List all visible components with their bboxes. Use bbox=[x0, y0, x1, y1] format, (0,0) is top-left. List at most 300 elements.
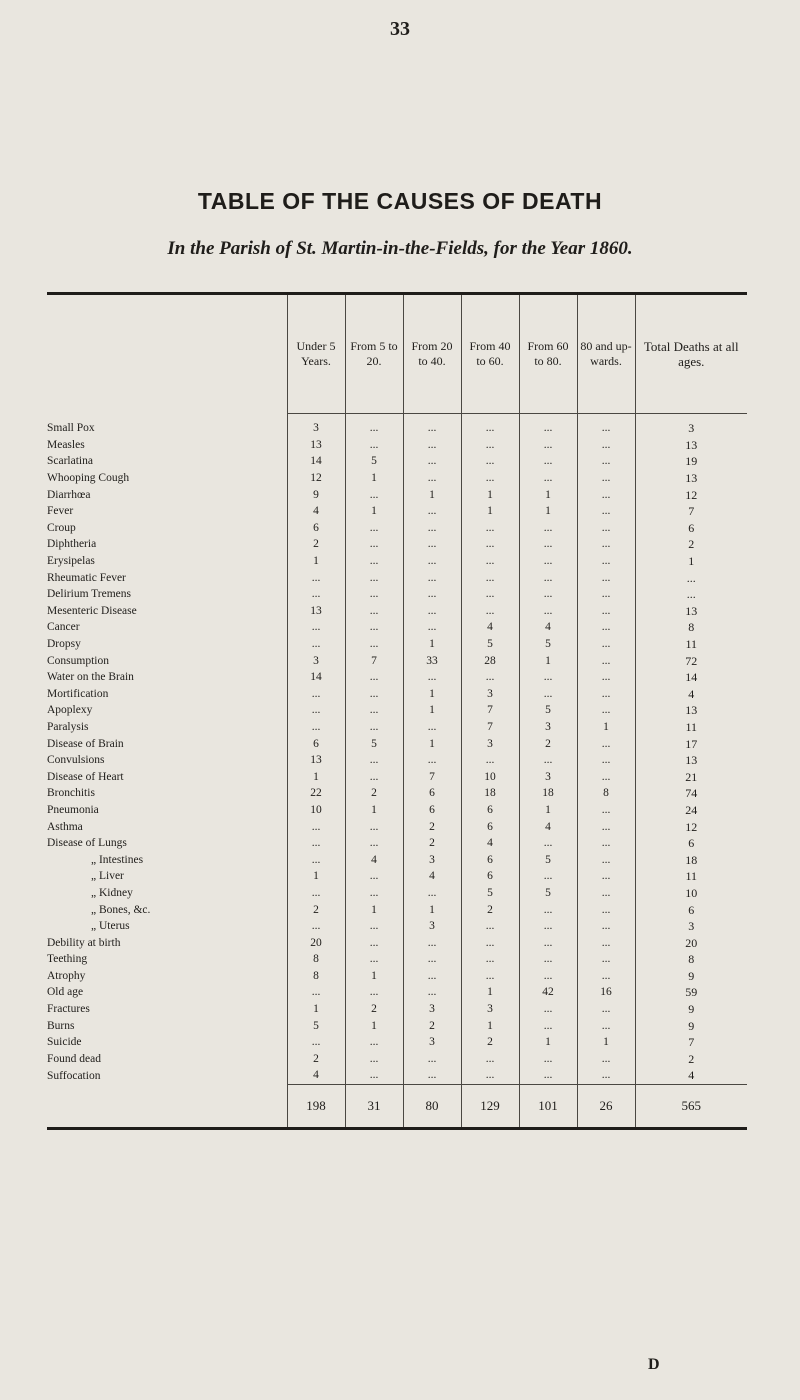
value-cell: ... bbox=[577, 569, 635, 586]
value-cell: ... bbox=[345, 918, 403, 935]
value-cell: ... bbox=[577, 802, 635, 819]
row-total-cell: 9 bbox=[635, 968, 747, 985]
cause-label bbox=[47, 951, 287, 968]
table-row bbox=[47, 802, 747, 819]
value-cell: 1 bbox=[403, 636, 461, 653]
cause-label bbox=[47, 669, 287, 686]
row-total-cell: 11 bbox=[635, 868, 747, 885]
value-cell: ... bbox=[577, 868, 635, 885]
value-cell: ... bbox=[461, 569, 519, 586]
value-cell: 1 bbox=[403, 486, 461, 503]
cause-label bbox=[47, 1051, 287, 1068]
table-row bbox=[47, 818, 747, 835]
value-cell: 1 bbox=[345, 901, 403, 918]
value-cell: ... bbox=[461, 536, 519, 553]
cause-label bbox=[47, 470, 287, 487]
table-row bbox=[47, 1001, 747, 1018]
cause-label-text: Scarlatina bbox=[47, 455, 93, 468]
cause-label-text: Apoplexy bbox=[47, 704, 93, 717]
value-cell: ... bbox=[461, 1051, 519, 1068]
value-cell: ... bbox=[403, 470, 461, 487]
value-cell: 3 bbox=[403, 1001, 461, 1018]
table-row bbox=[47, 686, 747, 703]
value-cell: ... bbox=[461, 669, 519, 686]
value-cell: ... bbox=[345, 984, 403, 1001]
causes-of-death-table-wrap bbox=[47, 292, 747, 1130]
value-cell: ... bbox=[577, 603, 635, 620]
cause-label bbox=[47, 586, 287, 603]
value-cell: 1 bbox=[519, 652, 577, 669]
value-cell: 3 bbox=[461, 735, 519, 752]
table-row bbox=[47, 586, 747, 603]
row-total-cell: 1 bbox=[635, 553, 747, 570]
value-cell: ... bbox=[519, 951, 577, 968]
value-cell: 9 bbox=[287, 486, 345, 503]
value-cell: 14 bbox=[287, 669, 345, 686]
value-cell: 8 bbox=[287, 968, 345, 985]
value-cell: ... bbox=[403, 885, 461, 902]
total-cell: 198 bbox=[287, 1084, 345, 1127]
value-cell: ... bbox=[461, 918, 519, 935]
value-cell: ... bbox=[345, 420, 403, 437]
value-cell: 3 bbox=[403, 1034, 461, 1051]
table-row bbox=[47, 420, 747, 437]
value-cell: ... bbox=[403, 669, 461, 686]
table-row bbox=[47, 785, 747, 802]
value-cell: ... bbox=[287, 885, 345, 902]
value-cell: ... bbox=[577, 503, 635, 520]
value-cell: ... bbox=[287, 569, 345, 586]
cause-label-text: Pneumonia bbox=[47, 803, 99, 816]
row-total-cell: 24 bbox=[635, 802, 747, 819]
cause-label bbox=[47, 934, 287, 951]
value-cell: 10 bbox=[461, 768, 519, 785]
value-cell: ... bbox=[461, 586, 519, 603]
value-cell: ... bbox=[577, 553, 635, 570]
column-header: From 60 to 80. bbox=[519, 295, 577, 414]
cause-label-text: „ Intestines bbox=[91, 853, 144, 866]
value-cell: 2 bbox=[345, 785, 403, 802]
cause-label-text: Debility at birth bbox=[47, 936, 121, 949]
value-cell: 1 bbox=[519, 503, 577, 520]
table-row bbox=[47, 569, 747, 586]
cause-label-text: Suicide bbox=[47, 1036, 82, 1049]
value-cell: 8 bbox=[287, 951, 345, 968]
row-total-cell: 6 bbox=[635, 901, 747, 918]
row-total-cell: 13 bbox=[635, 470, 747, 487]
table-row bbox=[47, 619, 747, 636]
cause-label bbox=[47, 1017, 287, 1034]
cause-label-text: „ Bones, &c. bbox=[91, 903, 151, 916]
value-cell: 4 bbox=[461, 835, 519, 852]
value-cell: ... bbox=[403, 586, 461, 603]
row-total-cell: 7 bbox=[635, 1034, 747, 1051]
value-cell: 1 bbox=[403, 686, 461, 703]
value-cell: 1 bbox=[287, 768, 345, 785]
cause-label bbox=[47, 569, 287, 586]
row-total-cell: 12 bbox=[635, 486, 747, 503]
cause-label-text: Disease of Brain bbox=[47, 737, 124, 750]
value-cell: ... bbox=[519, 752, 577, 769]
value-cell: 1 bbox=[519, 486, 577, 503]
value-cell: ... bbox=[287, 702, 345, 719]
value-cell: ... bbox=[577, 470, 635, 487]
value-cell: ... bbox=[577, 735, 635, 752]
value-cell: ... bbox=[577, 636, 635, 653]
value-cell: ... bbox=[345, 1051, 403, 1068]
row-total-cell: 21 bbox=[635, 768, 747, 785]
row-total-cell: 8 bbox=[635, 619, 747, 636]
value-cell: ... bbox=[577, 652, 635, 669]
value-cell: ... bbox=[519, 918, 577, 935]
column-header: From 5 to 20. bbox=[345, 295, 403, 414]
value-cell: ... bbox=[403, 984, 461, 1001]
value-cell: ... bbox=[403, 1067, 461, 1084]
value-cell: 2 bbox=[403, 1017, 461, 1034]
value-cell: ... bbox=[345, 934, 403, 951]
value-cell: ... bbox=[519, 835, 577, 852]
table-row bbox=[47, 851, 747, 868]
table-row bbox=[47, 901, 747, 918]
value-cell: 5 bbox=[461, 636, 519, 653]
row-total-cell: 14 bbox=[635, 669, 747, 686]
value-cell: 1 bbox=[577, 719, 635, 736]
value-cell: 6 bbox=[461, 868, 519, 885]
value-cell: ... bbox=[577, 1067, 635, 1084]
causes-of-death-table bbox=[47, 295, 747, 1127]
value-cell: 33 bbox=[403, 652, 461, 669]
total-cell: 31 bbox=[345, 1084, 403, 1127]
cause-label bbox=[47, 437, 287, 454]
table-row bbox=[47, 486, 747, 503]
row-total-cell: 11 bbox=[635, 719, 747, 736]
value-cell: 6 bbox=[461, 802, 519, 819]
value-cell: ... bbox=[519, 934, 577, 951]
value-cell: ... bbox=[345, 603, 403, 620]
cause-label-text: Measles bbox=[47, 438, 85, 451]
column-header-total: Total Deaths at all ages. bbox=[635, 295, 747, 414]
value-cell: ... bbox=[519, 868, 577, 885]
value-cell: ... bbox=[403, 934, 461, 951]
cause-label-text: Delirium Tremens bbox=[47, 588, 132, 601]
value-cell: ... bbox=[461, 951, 519, 968]
cause-label bbox=[47, 520, 287, 537]
value-cell: ... bbox=[461, 437, 519, 454]
cause-label bbox=[47, 918, 287, 935]
value-cell: ... bbox=[577, 768, 635, 785]
value-cell: ... bbox=[519, 437, 577, 454]
value-cell: ... bbox=[519, 603, 577, 620]
value-cell: ... bbox=[577, 619, 635, 636]
column-header: Under 5 Years. bbox=[287, 295, 345, 414]
cause-label-text: Mesenteric Disease bbox=[47, 604, 137, 617]
cause-label-text: Cancer bbox=[47, 621, 80, 634]
table-row bbox=[47, 719, 747, 736]
cause-label bbox=[47, 702, 287, 719]
cause-label bbox=[47, 735, 287, 752]
cause-label-text: Old age bbox=[47, 986, 84, 999]
value-cell: ... bbox=[577, 1051, 635, 1068]
value-cell: 3 bbox=[461, 686, 519, 703]
header-row bbox=[47, 295, 747, 414]
value-cell: ... bbox=[345, 536, 403, 553]
value-cell: ... bbox=[345, 636, 403, 653]
table-row bbox=[47, 735, 747, 752]
value-cell: ... bbox=[287, 984, 345, 1001]
value-cell: ... bbox=[345, 586, 403, 603]
cause-label-text: „ Uterus bbox=[91, 920, 130, 933]
value-cell: ... bbox=[403, 951, 461, 968]
value-cell: ... bbox=[577, 453, 635, 470]
row-total-cell: 13 bbox=[635, 702, 747, 719]
row-total-cell: 11 bbox=[635, 636, 747, 653]
value-cell: ... bbox=[287, 619, 345, 636]
cause-label-text: Found dead bbox=[47, 1052, 101, 1065]
cause-label bbox=[47, 503, 287, 520]
column-header: From 40 to 60. bbox=[461, 295, 519, 414]
value-cell: 6 bbox=[403, 802, 461, 819]
cause-label bbox=[47, 536, 287, 553]
row-total-cell: 3 bbox=[635, 420, 747, 437]
cause-label bbox=[47, 868, 287, 885]
value-cell: 2 bbox=[345, 1001, 403, 1018]
cause-label-text: Disease of Lungs bbox=[47, 837, 127, 850]
cause-label bbox=[47, 818, 287, 835]
value-cell: ... bbox=[519, 536, 577, 553]
value-cell: ... bbox=[345, 437, 403, 454]
value-cell: ... bbox=[519, 1001, 577, 1018]
value-cell: 5 bbox=[519, 702, 577, 719]
value-cell: ... bbox=[461, 453, 519, 470]
value-cell: ... bbox=[461, 603, 519, 620]
value-cell: 1 bbox=[287, 868, 345, 885]
value-cell: ... bbox=[345, 951, 403, 968]
cause-label-text: Croup bbox=[47, 521, 76, 534]
table-row bbox=[47, 553, 747, 570]
value-cell: ... bbox=[345, 1067, 403, 1084]
total-cell: 80 bbox=[403, 1084, 461, 1127]
cause-label bbox=[47, 1001, 287, 1018]
value-cell: 6 bbox=[403, 785, 461, 802]
value-cell: ... bbox=[461, 553, 519, 570]
value-cell: 1 bbox=[345, 968, 403, 985]
value-cell: 20 bbox=[287, 934, 345, 951]
cause-label bbox=[47, 636, 287, 653]
cause-label-text: Diphtheria bbox=[47, 538, 97, 551]
value-cell: ... bbox=[577, 437, 635, 454]
value-cell: ... bbox=[461, 752, 519, 769]
value-cell: 2 bbox=[403, 818, 461, 835]
cause-label-text: Consumption bbox=[47, 654, 109, 667]
table-row bbox=[47, 885, 747, 902]
cause-label bbox=[47, 603, 287, 620]
value-cell: ... bbox=[287, 719, 345, 736]
value-cell: ... bbox=[345, 868, 403, 885]
column-header: 80 and up-wards. bbox=[577, 295, 635, 414]
value-cell: ... bbox=[519, 1051, 577, 1068]
row-total-cell: ... bbox=[635, 569, 747, 586]
value-cell: ... bbox=[577, 686, 635, 703]
table-row bbox=[47, 652, 747, 669]
value-cell: ... bbox=[345, 768, 403, 785]
value-cell: ... bbox=[519, 686, 577, 703]
cause-label-text: Fractures bbox=[47, 1003, 90, 1016]
cause-label-text: Asthma bbox=[47, 820, 83, 833]
table-row bbox=[47, 520, 747, 537]
value-cell: 1 bbox=[577, 1034, 635, 1051]
value-cell: 18 bbox=[461, 785, 519, 802]
value-cell: 1 bbox=[519, 802, 577, 819]
value-cell: 13 bbox=[287, 603, 345, 620]
table-row bbox=[47, 768, 747, 785]
value-cell: 8 bbox=[577, 785, 635, 802]
value-cell: ... bbox=[345, 686, 403, 703]
value-cell: 6 bbox=[287, 520, 345, 537]
value-cell: 4 bbox=[287, 1067, 345, 1084]
cause-label bbox=[47, 553, 287, 570]
cause-label-text: Water on the Brain bbox=[47, 671, 134, 684]
row-total-cell: 13 bbox=[635, 603, 747, 620]
row-total-cell: 6 bbox=[635, 520, 747, 537]
row-total-cell: 20 bbox=[635, 934, 747, 951]
value-cell: ... bbox=[403, 1051, 461, 1068]
row-total-cell: 2 bbox=[635, 1051, 747, 1068]
value-cell: 13 bbox=[287, 752, 345, 769]
cause-label bbox=[47, 851, 287, 868]
cause-label bbox=[47, 984, 287, 1001]
value-cell: 6 bbox=[461, 851, 519, 868]
value-cell: 7 bbox=[403, 768, 461, 785]
value-cell: ... bbox=[403, 536, 461, 553]
value-cell: ... bbox=[461, 934, 519, 951]
cause-label bbox=[47, 686, 287, 703]
table-row bbox=[47, 669, 747, 686]
table-row bbox=[47, 1067, 747, 1084]
table-row bbox=[47, 470, 747, 487]
table-row bbox=[47, 918, 747, 935]
value-cell: ... bbox=[403, 453, 461, 470]
value-cell: ... bbox=[577, 702, 635, 719]
column-header: From 20 to 40. bbox=[403, 295, 461, 414]
value-cell: ... bbox=[403, 569, 461, 586]
row-total-cell: 59 bbox=[635, 984, 747, 1001]
cause-label bbox=[47, 453, 287, 470]
value-cell: 5 bbox=[519, 851, 577, 868]
value-cell: ... bbox=[345, 885, 403, 902]
value-cell: 1 bbox=[345, 802, 403, 819]
value-cell: 7 bbox=[461, 702, 519, 719]
value-cell: ... bbox=[577, 520, 635, 537]
cause-label-text: Fever bbox=[47, 505, 74, 518]
table-row bbox=[47, 453, 747, 470]
signature-letter: D bbox=[648, 1356, 660, 1373]
table-row bbox=[47, 835, 747, 852]
value-cell: ... bbox=[287, 918, 345, 935]
cause-label bbox=[47, 835, 287, 852]
value-cell: ... bbox=[577, 420, 635, 437]
value-cell: ... bbox=[403, 968, 461, 985]
cause-label bbox=[47, 968, 287, 985]
value-cell: ... bbox=[403, 503, 461, 520]
cause-label bbox=[47, 1067, 287, 1084]
value-cell: ... bbox=[577, 669, 635, 686]
value-cell: ... bbox=[519, 470, 577, 487]
value-cell: 1 bbox=[345, 470, 403, 487]
cause-label-text: Erysipelas bbox=[47, 555, 95, 568]
value-cell: 4 bbox=[519, 619, 577, 636]
value-cell: ... bbox=[403, 553, 461, 570]
value-cell: ... bbox=[577, 835, 635, 852]
table-row bbox=[47, 752, 747, 769]
row-total-cell: 19 bbox=[635, 453, 747, 470]
cause-label-text: Disease of Heart bbox=[47, 770, 124, 783]
cause-label-text: Whooping Cough bbox=[47, 472, 130, 485]
value-cell: 5 bbox=[345, 453, 403, 470]
value-cell: ... bbox=[519, 520, 577, 537]
cause-label bbox=[47, 486, 287, 503]
cause-label-text: Diarrhœa bbox=[47, 488, 91, 501]
value-cell: ... bbox=[403, 437, 461, 454]
value-cell: ... bbox=[577, 968, 635, 985]
value-cell: ... bbox=[345, 752, 403, 769]
value-cell: ... bbox=[577, 901, 635, 918]
cause-label bbox=[47, 802, 287, 819]
value-cell: ... bbox=[345, 669, 403, 686]
value-cell: ... bbox=[403, 752, 461, 769]
cause-label bbox=[47, 885, 287, 902]
value-cell: 1 bbox=[403, 702, 461, 719]
value-cell: ... bbox=[345, 486, 403, 503]
value-cell: ... bbox=[461, 520, 519, 537]
value-cell: ... bbox=[461, 968, 519, 985]
cause-label bbox=[47, 752, 287, 769]
value-cell: 1 bbox=[345, 1017, 403, 1034]
value-cell: ... bbox=[577, 586, 635, 603]
value-cell: 4 bbox=[287, 503, 345, 520]
value-cell: ... bbox=[287, 818, 345, 835]
row-total-cell: 9 bbox=[635, 1001, 747, 1018]
value-cell: 1 bbox=[461, 486, 519, 503]
page-subtitle: In the Parish of St. Martin-in-the-Fields, for the Year 1860. bbox=[167, 238, 633, 259]
table-row bbox=[47, 603, 747, 620]
row-total-cell: 10 bbox=[635, 885, 747, 902]
value-cell: ... bbox=[577, 1017, 635, 1034]
cause-label-text: Suffocation bbox=[47, 1069, 101, 1082]
header-label-cell bbox=[47, 295, 287, 414]
cause-label-text: „ Liver bbox=[91, 870, 124, 883]
table-row bbox=[47, 702, 747, 719]
value-cell: ... bbox=[461, 470, 519, 487]
row-total-cell: ... bbox=[635, 586, 747, 603]
row-total-cell: 72 bbox=[635, 652, 747, 669]
value-cell: ... bbox=[577, 885, 635, 902]
value-cell: 5 bbox=[287, 1017, 345, 1034]
row-total-cell: 7 bbox=[635, 503, 747, 520]
value-cell: ... bbox=[577, 918, 635, 935]
value-cell: 5 bbox=[345, 735, 403, 752]
table-row bbox=[47, 1017, 747, 1034]
value-cell: 4 bbox=[403, 868, 461, 885]
value-cell: ... bbox=[519, 420, 577, 437]
value-cell: 3 bbox=[287, 420, 345, 437]
value-cell: 1 bbox=[287, 1001, 345, 1018]
table-row bbox=[47, 636, 747, 653]
value-cell: 2 bbox=[287, 1051, 345, 1068]
row-total-cell: 13 bbox=[635, 437, 747, 454]
value-cell: 5 bbox=[519, 636, 577, 653]
value-cell: 5 bbox=[461, 885, 519, 902]
table-row bbox=[47, 536, 747, 553]
